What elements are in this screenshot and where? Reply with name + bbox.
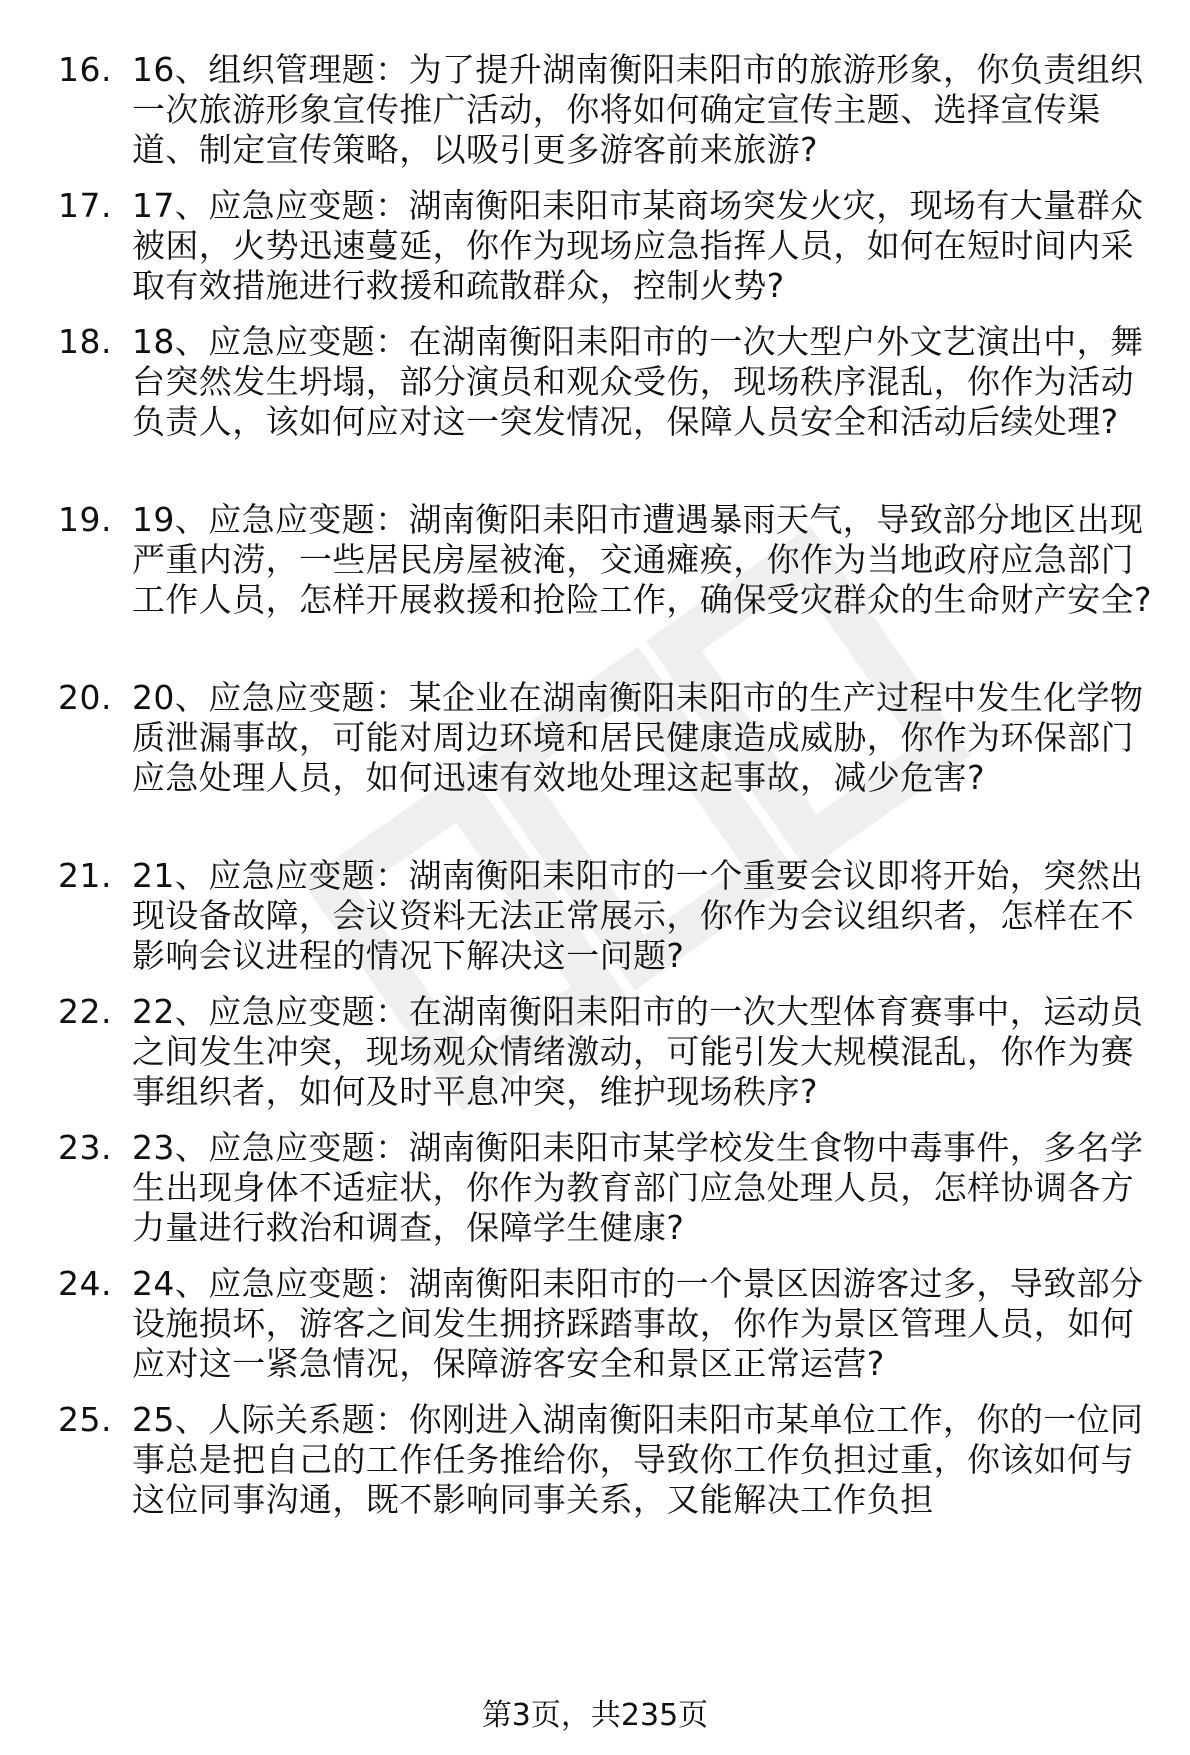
item-number: 21. [58,856,112,895]
item-number: 20. [58,678,112,717]
item-number: 25. [58,1400,112,1439]
page-footer: 第3页，共235页 [481,1698,709,1733]
question-text: 23、应急应变题：湖南衡阳耒阳市某学校发生食物中毒事件，多名学生出现身体不适症状，你作为教育部门应急处理人员，怎样协调各方力量进行救治和调查，保障学生健康? [132,1128,1144,1247]
question-text: 24、应急应变题：湖南衡阳耒阳市的一个景区因游客过多，导致部分设施损坏，游客之间发生拥挤踩踏事故，你作为景区管理人员，如何应对这一紧急情况，保障游客安全和景区正常运营? [132,1264,1144,1383]
question-text: 20、应急应变题：某企业在湖南衡阳耒阳市的生产过程中发生化学物质泄漏事故，可能对周边环境和居民健康造成威胁，你作为环保部门应急处理人员，如何迅速有效地处理这起事故，减少危害? [132,678,1144,797]
question-text: 25、人际关系题：你刚进入湖南衡阳耒阳市某单位工作，你的一位同事总是把自己的工作任务推给你，导致你工作负担过重，你该如何与这位同事沟通，既不影响同事关系，又能解决工作负担 [132,1400,1144,1519]
item-number: 18. [58,322,112,361]
question-text: 16、组织管理题：为了提升湖南衡阳耒阳市的旅游形象，你负责组织一次旅游形象宣传推广活动，你将如何确定宣传主题、选择宣传渠道、制定宣传策略，以吸引更多游客前来旅游? [132,50,1144,169]
question-text: 22、应急应变题：在湖南衡阳耒阳市的一次大型体育赛事中，运动员之间发生冲突，现场观众情绪激动，可能引发大规模混乱，你作为赛事组织者，如何及时平息冲突，维护现场秩序? [132,992,1144,1111]
item-number: 16. [58,50,112,89]
question-text: 18、应急应变题：在湖南衡阳耒阳市的一次大型户外文艺演出中，舞台突然发生坍塌，部分演员和观众受伤，现场秩序混乱，你作为活动负责人，该如何应对这一突发情况，保障人员安全和活动后续处理? [132,322,1144,441]
question-text: 19、应急应变题：湖南衡阳耒阳市遭遇暴雨天气，导致部分地区出现严重内涝，一些居民房屋被淹，交通瘫痪，你作为当地政府应急部门工作人员，怎样开展救援和抢险工作，确保受灾群众的生命财产安全? [132,500,1152,619]
item-number: 22. [58,992,112,1031]
item-number: 23. [58,1128,112,1167]
item-number: 19. [58,500,112,539]
item-number: 17. [58,186,112,225]
question-text: 21、应急应变题：湖南衡阳耒阳市的一个重要会议即将开始，突然出现设备故障，会议资料无法正常展示，你作为会议组织者，怎样在不影响会议进程的情况下解决这一问题? [132,856,1144,975]
question-text: 17、应急应变题：湖南衡阳耒阳市某商场突发火灾，现场有大量群众被困，火势迅速蔓延，你作为现场应急指挥人员，如何在短时间内采取有效措施进行救援和疏散群众，控制火势? [132,186,1144,305]
item-number: 24. [58,1264,112,1303]
